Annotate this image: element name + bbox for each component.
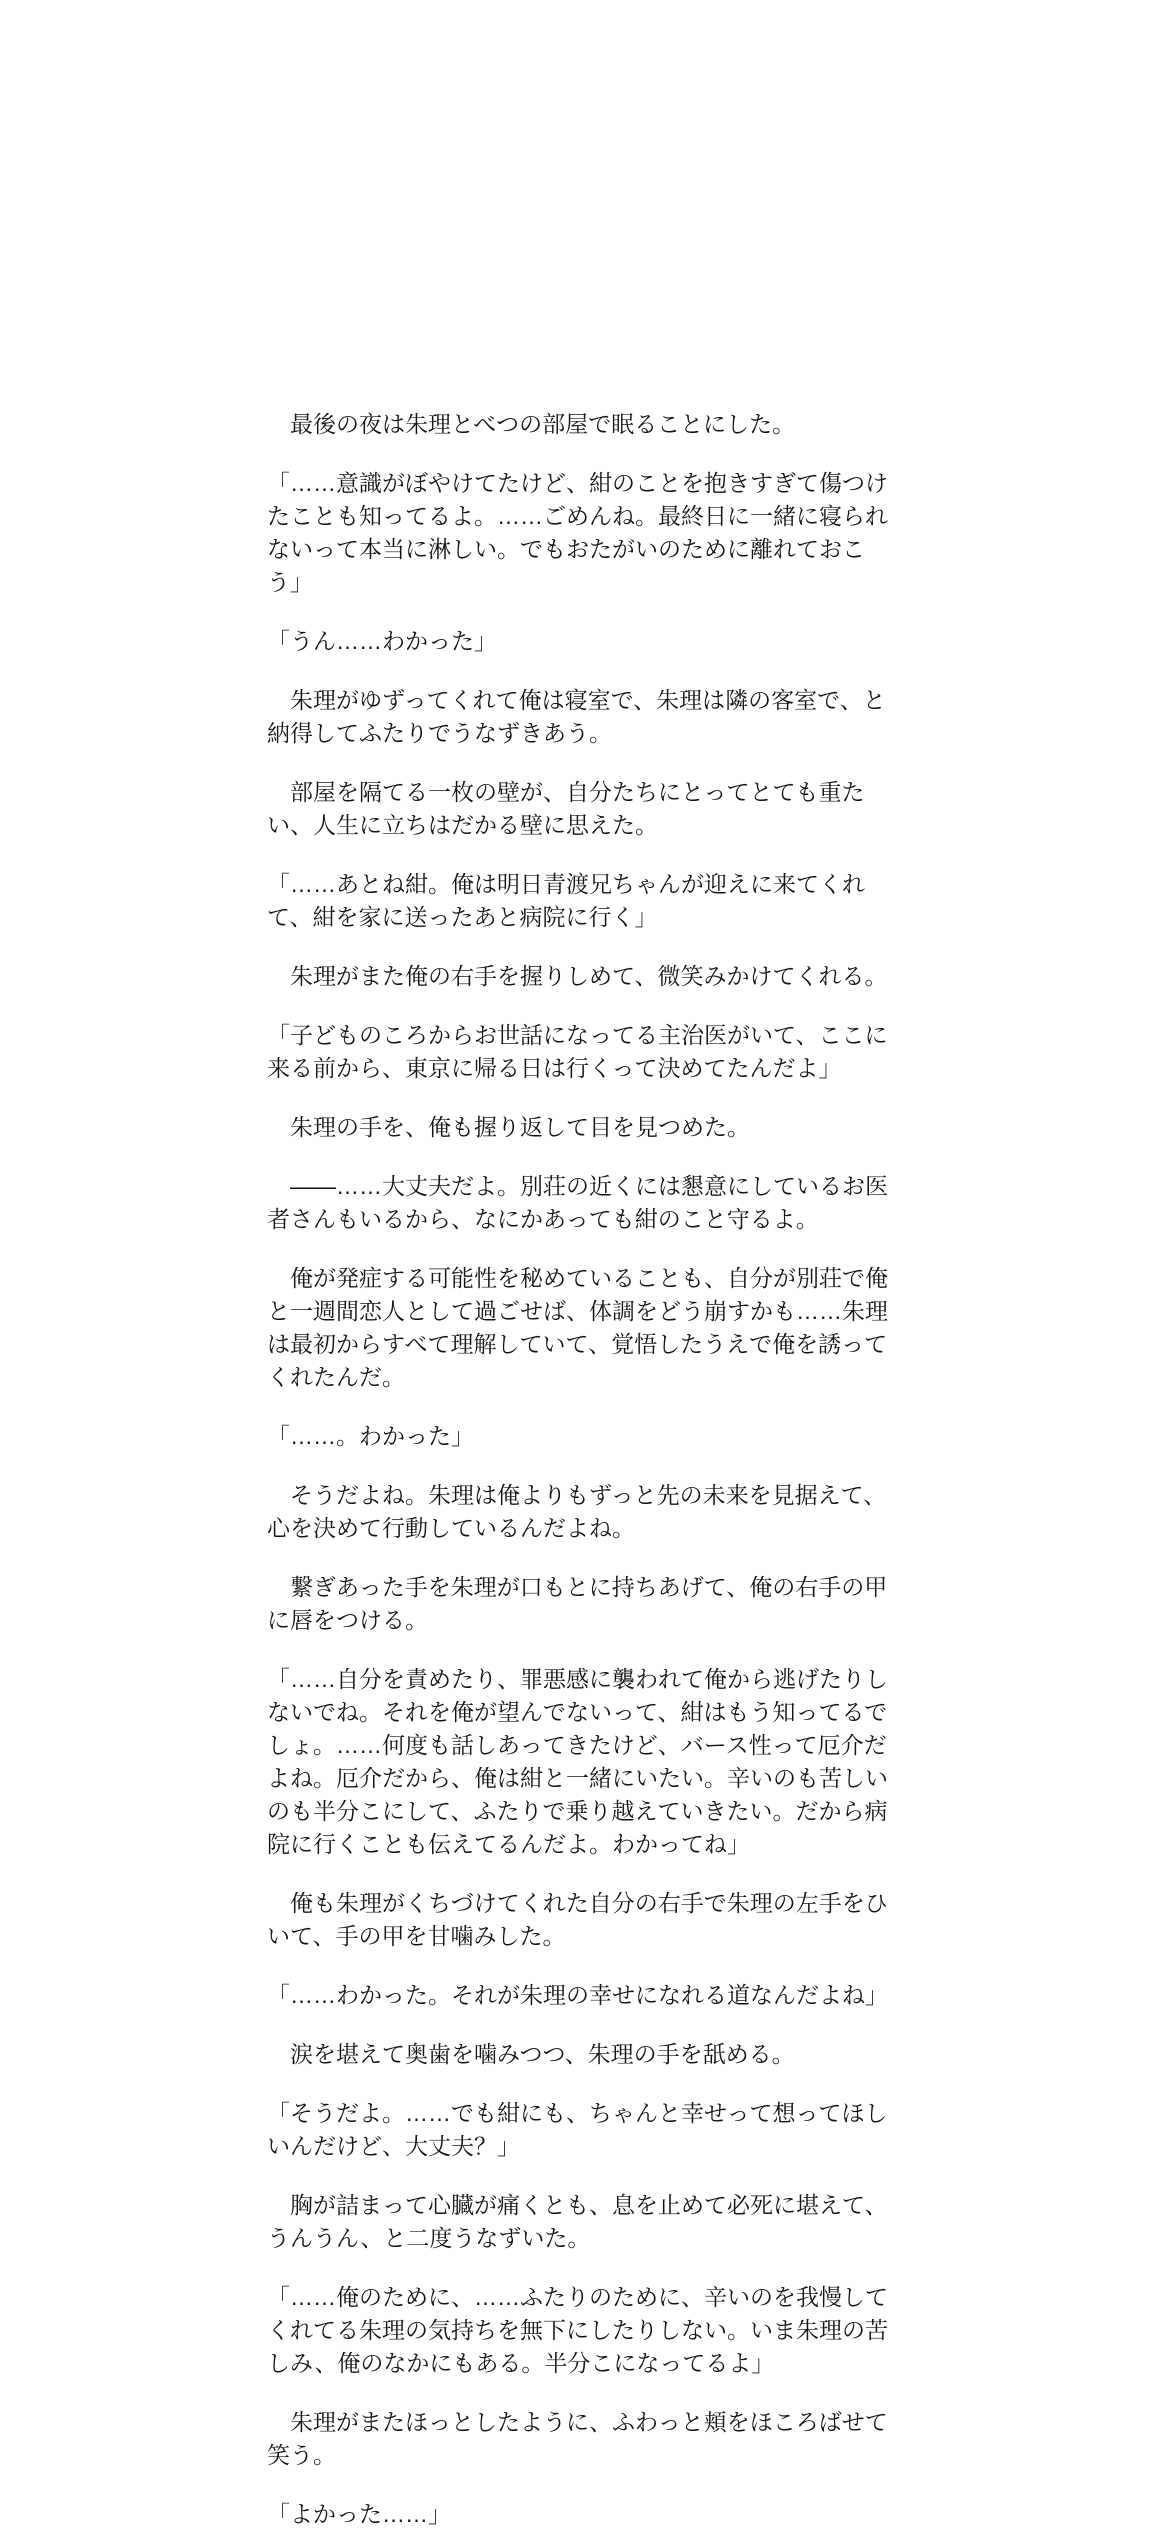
dialogue-paragraph: 「……。わかった」 [267,1423,474,1449]
dialogue-paragraph: 「……わかった。それが朱理の幸せになれる道なんだよね」 [267,1982,888,2008]
dialogue-paragraph: 「そうだよ。……でも紺にも、ちゃんと幸せって想ってほしいんだけど、大丈夫？」 [267,2100,888,2159]
dialogue-paragraph: 「……自分を責めたり、罪悪感に襲われて俺から逃げたりしないでね。それを俺が望んでないって、紺はもう知ってるでしょ。……何度も話しあってきたけど、バース性って厄介だよね。厄介だから、俺は紺と一緒にいたい。辛いのも苦しいのも半分こにして、ふたりで乗り越えていきたい。だから病院に行くことも伝えてるんだよ。わかってね」 [267,1666,888,1857]
novel-text-column [267,408,890,2531]
narration-paragraph: 胸が詰まって心臓が痛くとも、息を止めて必死に堪えて、うんうん、と二度うなずいた。 [267,2192,888,2251]
narration-paragraph: 俺も朱理がくちづけてくれた自分の右手で朱理の左手をひいて、手の甲を甘噛みした。 [267,1890,888,1949]
dialogue-paragraph: 「……俺のために、……ふたりのために、辛いのを我慢してくれてる朱理の気持ちを無下にしたりしない。いま朱理の苦しみ、俺のなかにもある。半分こになってるよ」 [267,2284,888,2376]
narration-paragraph: 俺が発症する可能性を秘めていることも、自分が別荘で俺と一週間恋人として過ごせば、体調をどう崩すかも……朱理は最初からすべて理解していて、覚悟したうえで俺を誘ってくれたんだ。 [267,1265,888,1390]
narration-paragraph: 朱理がゆずってくれて俺は寝室で、朱理は隣の客室で、と納得してふたりでうなずきあう。 [267,687,886,746]
narration-paragraph: 最後の夜は朱理とべつの部屋で眠ることにした。 [267,411,796,437]
narration-paragraph: 繋ぎあった手を朱理が口もとに持ちあげて、俺の右手の甲に唇をつける。 [267,1574,888,1633]
narration-paragraph: 朱理がまたほっとしたように、ふわっと頬をほころばせて笑う。 [267,2409,888,2468]
narration-paragraph: 朱理がまた俺の右手を握りしめて、微笑みかけてくれる。 [267,963,888,989]
dialogue-paragraph: 「うん……わかった」 [267,628,497,654]
inner-monologue-paragraph: ――……大丈夫だよ。別荘の近くには懇意にしているお医者さんもいるから、なにかあっても紺のこと守るよ。 [267,1173,888,1232]
dialogue-paragraph: 「……あとね紺。俺は明日青渡兄ちゃんが迎えに来てくれて、紺を家に送ったあと病院に行く」 [267,871,865,930]
dialogue-paragraph: 「子どものころからお世話になってる主治医がいて、ここに来る前から、東京に帰る日は行くって決めてたんだよ」 [267,1022,888,1081]
dialogue-paragraph: 「……意識がぼやけてたけど、紺のことを抱きすぎて傷つけたことも知ってるよ。……ごめんね。最終日に一緒に寝られないって本当に淋しい。でもおたがいのために離れておこう」 [267,470,888,595]
narration-paragraph: そうだよね。朱理は俺よりもずっと先の未来を見据えて、心を決めて行動しているんだよね。 [267,1482,887,1541]
narration-paragraph: 朱理の手を、俺も握り返して目を見つめた。 [267,1114,750,1140]
narration-paragraph: 部屋を隔てる一枚の壁が、自分たちにとってとても重たい、人生に立ちはだかる壁に思えた。 [267,779,865,838]
narration-paragraph: 涙を堪えて奥歯を噛みつつ、朱理の手を舐める。 [267,2041,795,2067]
dialogue-paragraph: 「よかった……」 [267,2501,451,2527]
